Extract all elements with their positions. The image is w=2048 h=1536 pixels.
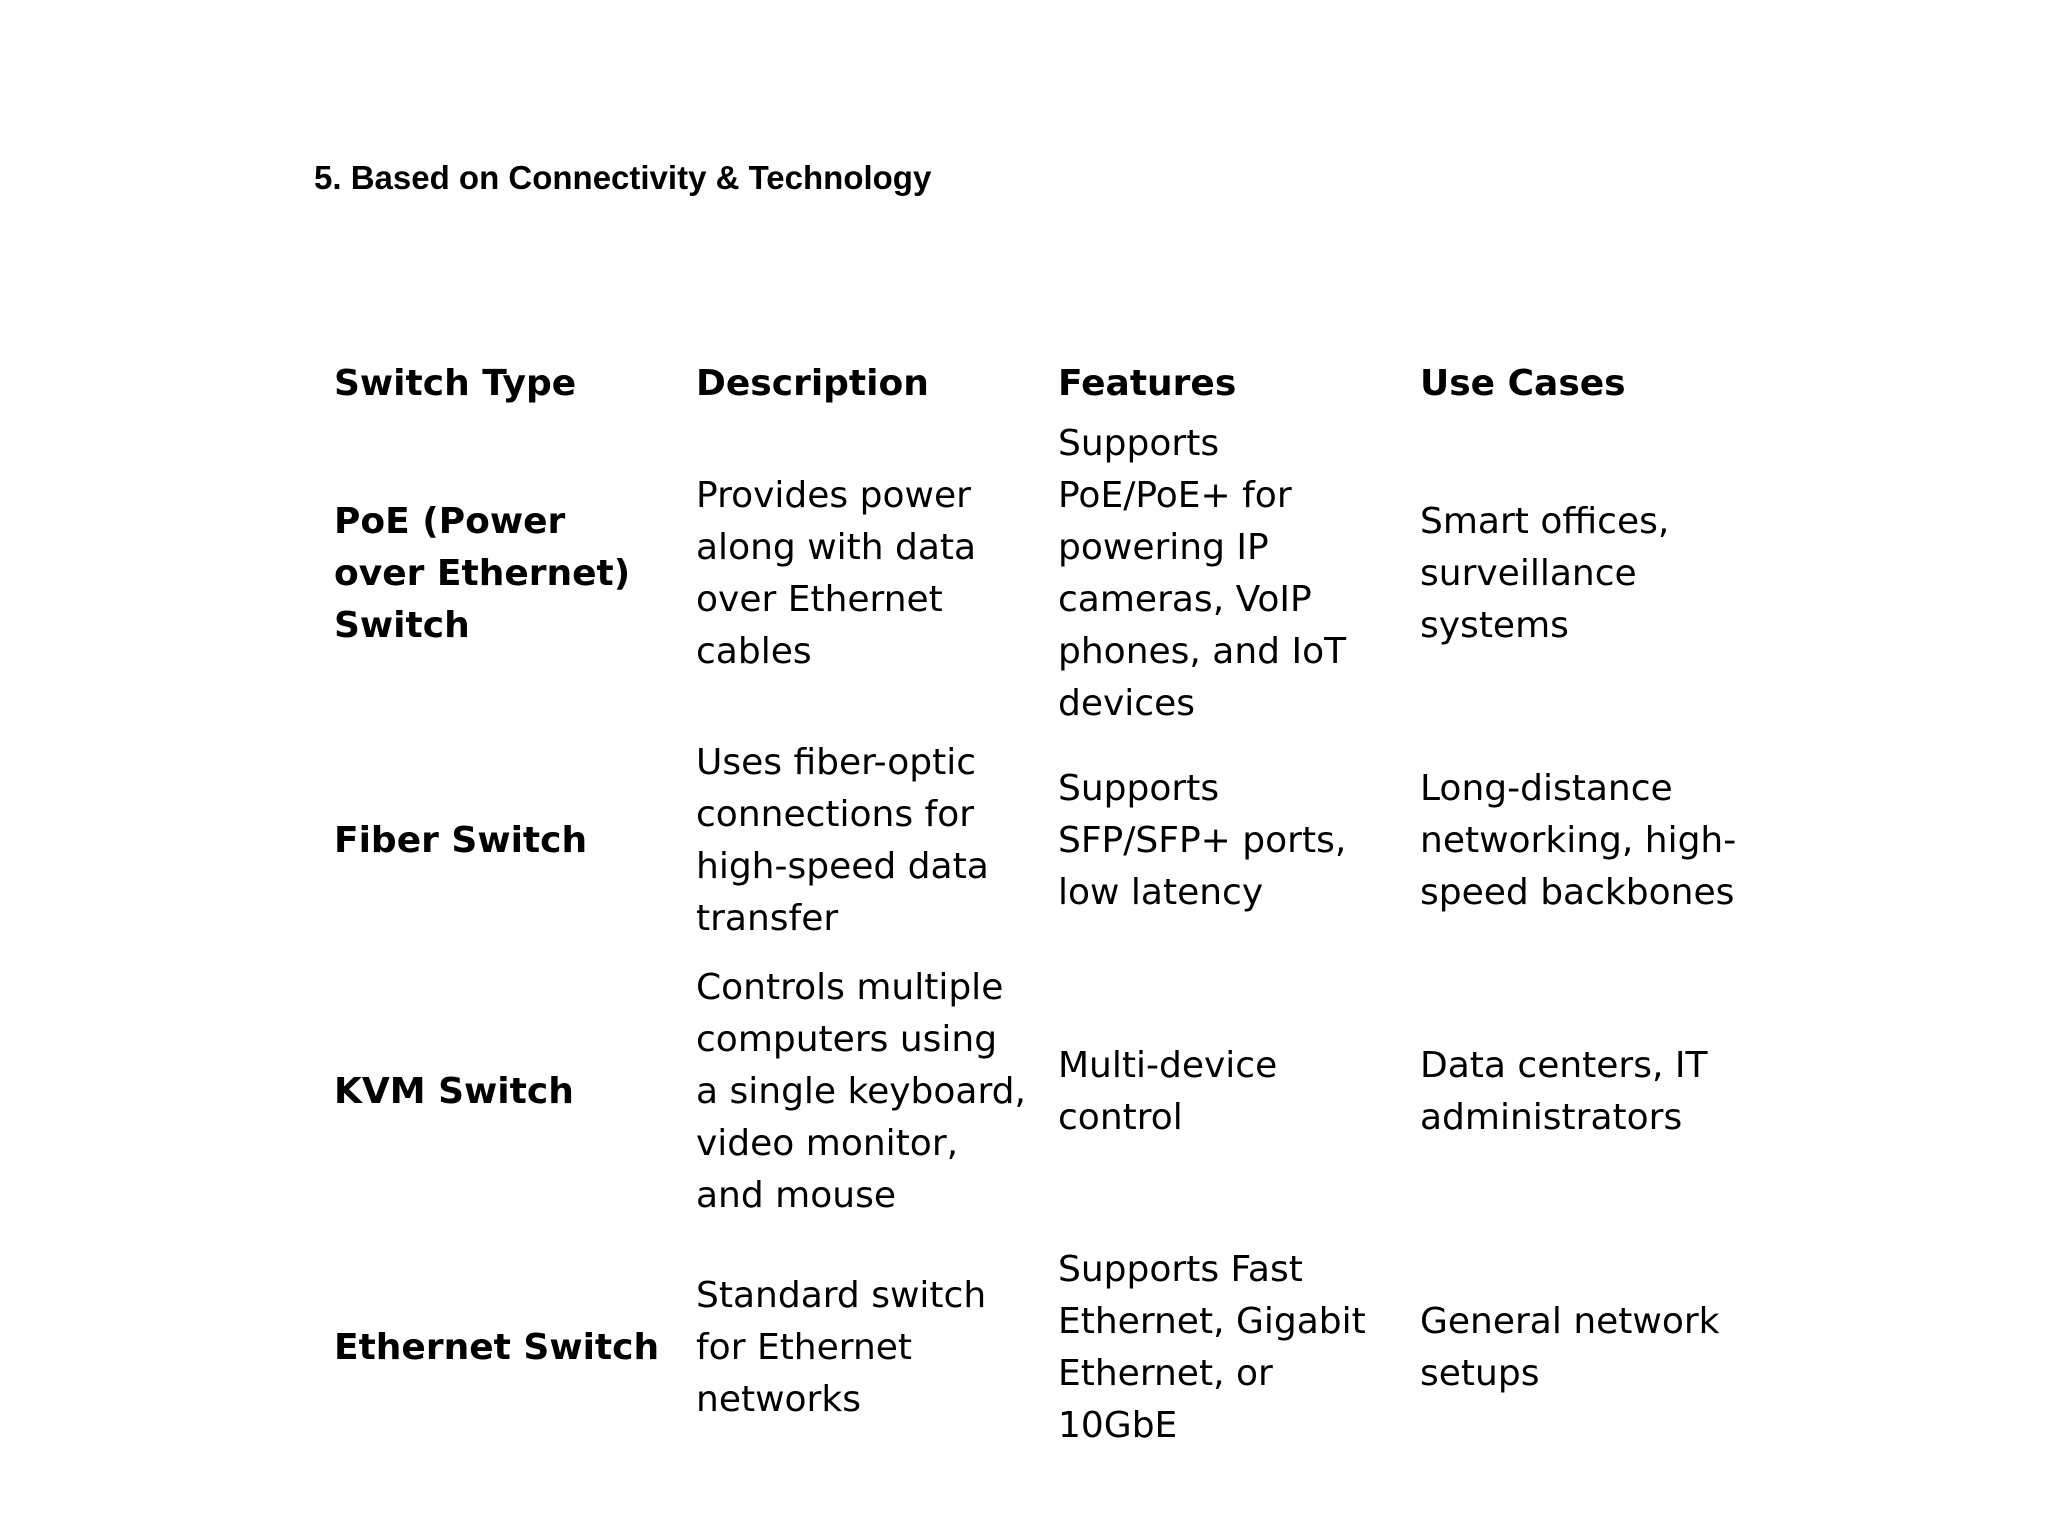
cell-description: Uses fiber-optic connections for high-speed data transfer (696, 742, 989, 939)
table-header-row (314, 350, 1762, 418)
switch-types-table (314, 350, 1762, 1464)
table-row (314, 952, 1762, 1232)
cell-use-cases: Long-distance networking, high-speed backbones (1420, 768, 1737, 913)
cell-use-cases: Smart offices, surveillance systems (1420, 501, 1670, 646)
cell-switch-type: Ethernet Switch (334, 1327, 660, 1368)
table-row (314, 1232, 1762, 1464)
cell-features: Multi-device control (1058, 1045, 1278, 1138)
cell-switch-type: KVM Switch (334, 1071, 574, 1112)
cell-use-cases: General network setups (1420, 1301, 1720, 1394)
section-title: 5. Based on Connectivity & Technology (314, 159, 932, 196)
cell-switch-type: PoE (Power over Ethernet) Switch (334, 501, 631, 646)
header-description: Description (696, 363, 929, 404)
cell-features: Supports PoE/PoE+ for powering IP cameras, VoIP phones, and IoT devices (1058, 423, 1347, 724)
cell-description: Provides power along with data over Ethernet cables (696, 475, 977, 672)
header-use-cases: Use Cases (1420, 363, 1626, 404)
cell-use-cases: Data centers, IT administrators (1420, 1045, 1708, 1138)
header-switch-type: Switch Type (334, 363, 577, 404)
table-row (314, 730, 1762, 952)
cell-description: Standard switch for Ethernet networks (696, 1275, 987, 1420)
cell-switch-type: Fiber Switch (334, 820, 588, 861)
cell-features: Supports SFP/SFP+ ports, low latency (1058, 768, 1347, 913)
cell-features: Supports Fast Ethernet, Gigabit Ethernet, or 10GbE (1058, 1249, 1366, 1446)
cell-description: Controls multiple computers using a single keyboard, video monitor, and mouse (696, 967, 1026, 1216)
table-row (314, 418, 1762, 730)
header-features: Features (1058, 363, 1237, 404)
